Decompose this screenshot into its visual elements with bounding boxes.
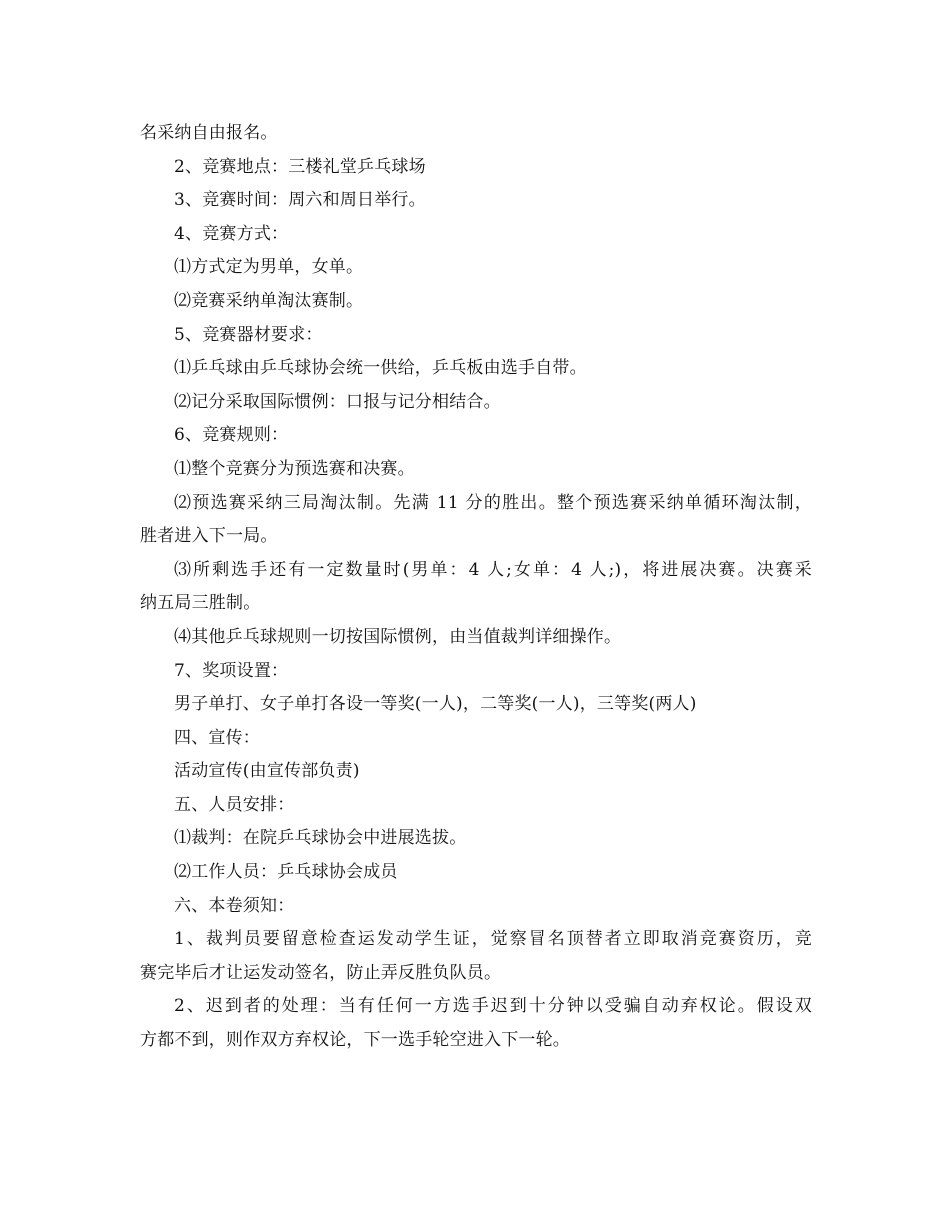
paragraph-line: 五、人员安排：	[174, 794, 295, 815]
paragraph-line: 胜者进入下一局。	[140, 526, 278, 547]
paragraph-line: ⑵竞赛采纳单淘汰赛制。	[174, 290, 364, 311]
paragraph-line: ⑷其他乒乓球规则一切按国际惯例，由当值裁判详细操作。	[174, 626, 622, 647]
paragraph-line: ⑵工作人员：乒乓球协会成员	[174, 862, 398, 883]
paragraph-line: 2、迟到者的处理：当有任何一方选手迟到十分钟以受骗自动弃权论。假设双	[174, 996, 812, 1017]
paragraph-line: ⑴方式定为男单，女单。	[174, 257, 364, 278]
paragraph-line: ⑵记分采取国际惯例：口报与记分相结合。	[174, 391, 501, 412]
paragraph-line: 男子单打、女子单打各设一等奖(一人)，二等奖(一人)，三等奖(两人)	[174, 694, 697, 715]
paragraph-line: ⑴整个竞赛分为预选赛和决赛。	[174, 458, 415, 479]
paragraph-line: 四、宣传：	[174, 727, 260, 748]
paragraph-line: 4、竞赛方式：	[174, 223, 289, 244]
paragraph-line: 3、竞赛时间：周六和周日举行。	[174, 190, 426, 211]
paragraph-line: ⑵预选赛采纳三局淘汰制。先满 11 分的胜出。整个预选赛采纳单循环淘汰制，	[174, 492, 812, 513]
paragraph-line: 方都不到，则作双方弃权论，下一选手轮空进入下一轮。	[140, 1030, 570, 1051]
paragraph-line: ⑶所剩选手还有一定数量时(男单：4 人;女单：4 人;)，将进展决赛。决赛采	[174, 559, 812, 580]
paragraph-line: ⑴裁判：在院乒乓球协会中进展选拔。	[174, 828, 467, 849]
paragraph-line: 7、奖项设置：	[174, 660, 289, 681]
paragraph-line: 六、本卷须知：	[174, 895, 295, 916]
paragraph-line: 活动宣传(由宣传部负责)	[174, 761, 360, 782]
paragraph-line: 6、竞赛规则：	[174, 425, 289, 446]
paragraph-line: ⑴乒乓球由乒乓球协会统一供给，乒乓板由选手自带。	[174, 358, 587, 379]
paragraph-line: 2、竞赛地点：三楼礼堂乒乓球场	[174, 156, 426, 177]
paragraph-line: 名采纳自由报名。	[140, 123, 278, 143]
paragraph-line: 5、竞赛器材要求：	[174, 324, 323, 345]
paragraph-line: 赛完毕后才让运发动签名，防止弄反胜负队员。	[140, 962, 502, 983]
paragraph-line: 纳五局三胜制。	[140, 593, 261, 614]
document-body	[140, 117, 812, 1058]
paragraph-line: 1、裁判员要留意检查运发动学生证，觉察冒名顶替者立即取消竞赛资历，竞	[174, 929, 812, 950]
